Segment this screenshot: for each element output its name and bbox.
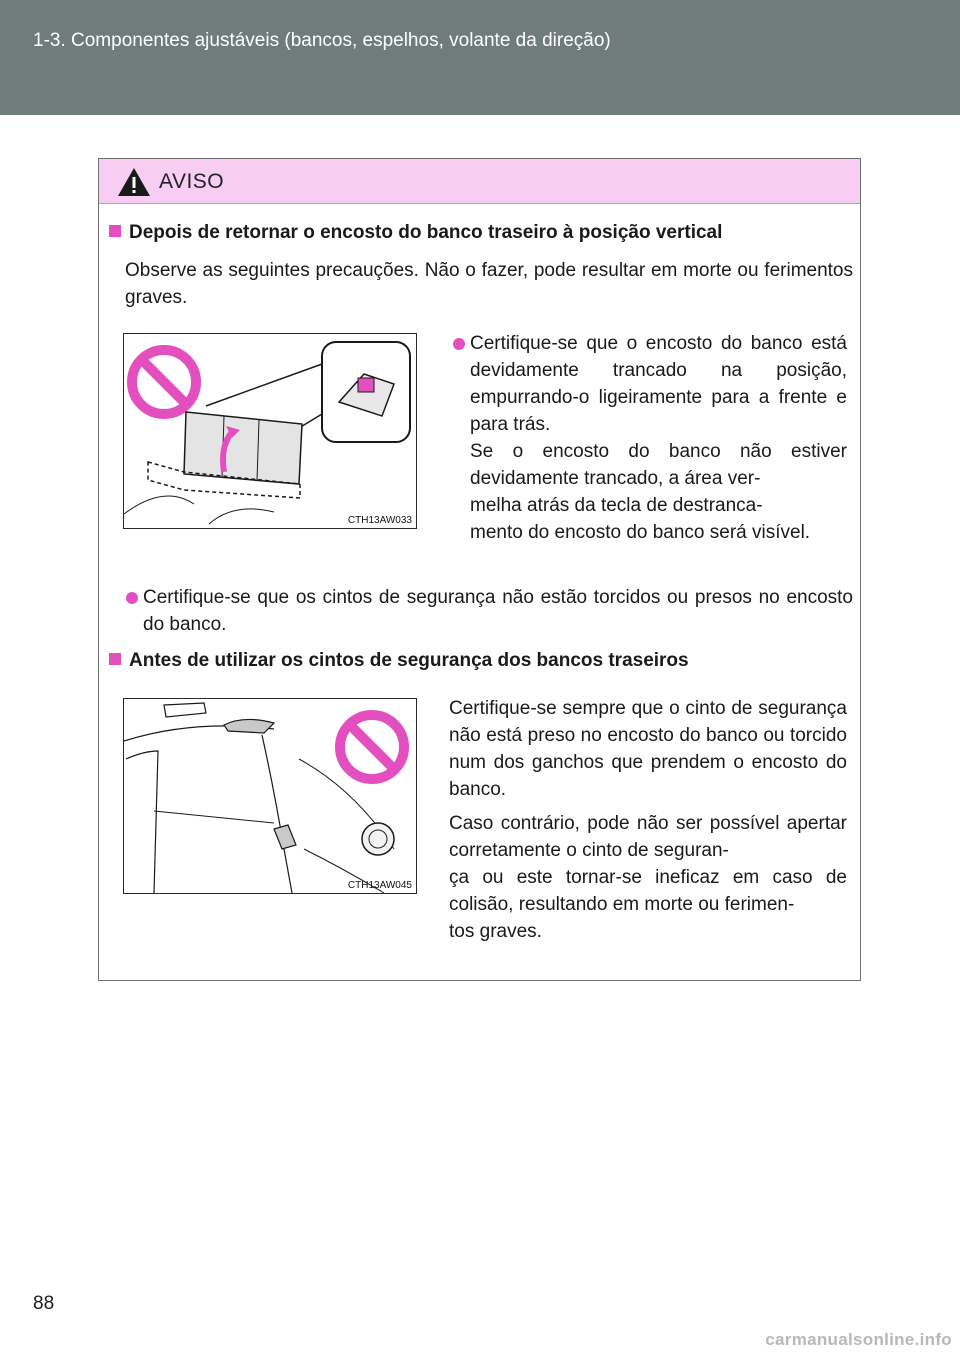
section-title: 1-3. Componentes ajustáveis (bancos, espelhos, volante da direção) <box>33 30 611 51</box>
seatback-illustration <box>124 334 416 528</box>
section2-heading-text: Antes de utilizar os cintos de segurança dos bancos traseiros <box>129 650 689 671</box>
section1-heading <box>109 222 722 244</box>
bullet2-text: Certifique-se que os cintos de segurança não estão torcidos ou presos no encosto do banco. <box>143 587 853 635</box>
figure-seatbelt <box>123 698 417 894</box>
seatbelt-illustration <box>124 699 416 893</box>
figure1-code: CTH13AW033 <box>347 515 412 526</box>
header-bar <box>0 0 960 115</box>
warning-box <box>98 158 861 981</box>
square-bullet-icon <box>109 653 121 665</box>
section2-heading <box>109 650 689 672</box>
square-bullet-icon <box>109 225 121 237</box>
section1-intro: Observe as seguintes precauções. Não o fazer, pode resultar em morte ou ferimentos graves. <box>125 260 853 308</box>
page-number: 88 <box>33 1293 55 1314</box>
section1-heading-text: Depois de retornar o encosto do banco traseiro à posição vertical <box>129 222 723 243</box>
watermark: carmanualsonline.info <box>765 1330 952 1349</box>
warning-triangle-icon <box>117 167 151 197</box>
figure2-code: CTH13AW045 <box>347 880 412 891</box>
section2-para2: Caso contrário, pode não ser possível apertar corretamente o cinto de seguran- ça ou este tornar-se ineficaz em caso de colisão, resultando em morte ou ferimen- tos graves. <box>449 813 847 942</box>
section2-para1: Certifique-se sempre que o cinto de segurança não está preso no encosto do banco ou torcido num dos ganchos que prendem o encosto do banco. <box>449 698 847 800</box>
warning-title: AVISO <box>159 170 225 193</box>
bullet1-text: Certifique-se que o encosto do banco está devidamente trancado na posição, empurrando-o ligeiramente para a frente e para trás. Se o encosto do banco não estiver devidamente trancado, a área ver- melha atrás da tecla de destranca- mento do encosto do banco será visível. <box>470 333 847 543</box>
figure-seatback-lock <box>123 333 417 529</box>
warning-header <box>99 159 860 204</box>
bullet-dot-icon <box>126 592 138 604</box>
bullet-dot-icon <box>453 338 465 350</box>
